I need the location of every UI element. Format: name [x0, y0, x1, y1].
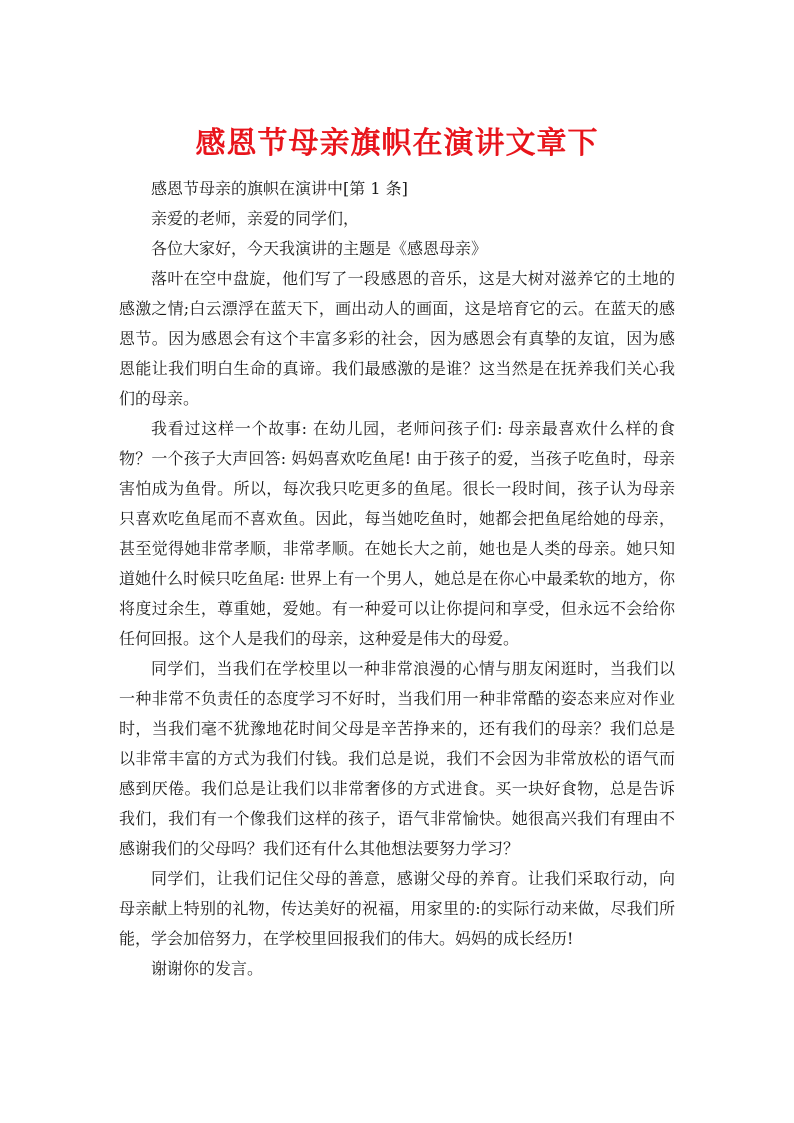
- paragraph-heading: 感恩节母亲的旗帜在演讲中[第 1 条]: [151, 179, 408, 198]
- paragraph-greeting: 亲爱的老师，亲爱的同学们，: [151, 209, 360, 228]
- paragraph-intro: 各位大家好，今天我演讲的主题是《感恩母亲》: [151, 239, 488, 258]
- paragraph-closing: 谢谢你的发言。: [151, 959, 264, 978]
- paragraph: 我看过这样一个故事: 在幼儿园，老师问孩子们: 母亲最喜欢什么样的食物？一个孩子大声回答: 妈妈喜欢吃鱼尾! 由于孩子的爱，当孩子吃鱼时，母亲害怕成为鱼骨。所以，每次我只吃更多的鱼尾。很长一段时间，孩子认为母亲只喜欢吃鱼尾而不喜欢鱼。因此，每当她吃鱼时，她都会把鱼尾给她的母亲，甚至觉得她非常孝顺，非常孝顺。在她长大之前，她也是人类的母亲。她只知道她什么时候只吃鱼尾: 世界上有一个男人，她总是在你心中最柔软的地方，你将度过余生，尊重她，爱她。有一种爱可以让你提问和享受，但永远不会给你任何回报。这个人是我们的母亲，这种爱是伟大的母爱。: [119, 419, 675, 648]
- paragraph: 落叶在空中盘旋，他们写了一段感恩的音乐，这是大树对滋养它的土地的感激之情;白云漂浮在蓝天下，画出动人的画面，这是培育它的云。在蓝天的感恩节。因为感恩会有这个丰富多彩的社会，因为感恩会有真挚的友谊，因为感恩能让我们明白生命的真谛。我们最感激的是谁？这当然是在抚养我们关心我们的母亲。: [119, 269, 675, 408]
- document-body: [119, 174, 675, 984]
- paragraph: 同学们，让我们记住父母的善意，感谢父母的养育。让我们采取行动，向母亲献上特别的礼物，传达美好的祝福，用家里的:的实际行动来做，尽我们所能，学会加倍努力，在学校里回报我们的伟大。妈妈的成长经历!: [119, 869, 675, 948]
- document-title: 感恩节母亲旗帜在演讲文章下: [195, 126, 599, 162]
- paragraph: 同学们，当我们在学校里以一种非常浪漫的心情与朋友闲逛时，当我们以一种非常不负责任的态度学习不好时，当我们用一种非常酷的姿态来应对作业时，当我们毫不犹豫地花时间父母是辛苦挣来的，还有我们的母亲？我们总是以非常丰富的方式为我们付钱。我们总是说，我们不会因为非常放松的语气而感到厌倦。我们总是让我们以非常奢侈的方式进食。买一块好食物，总是告诉我们，我们有一个像我们这样的孩子，语气非常愉快。她很高兴我们有理由不感谢我们的父母吗？我们还有什么其他想法要努力学习？: [119, 659, 675, 858]
